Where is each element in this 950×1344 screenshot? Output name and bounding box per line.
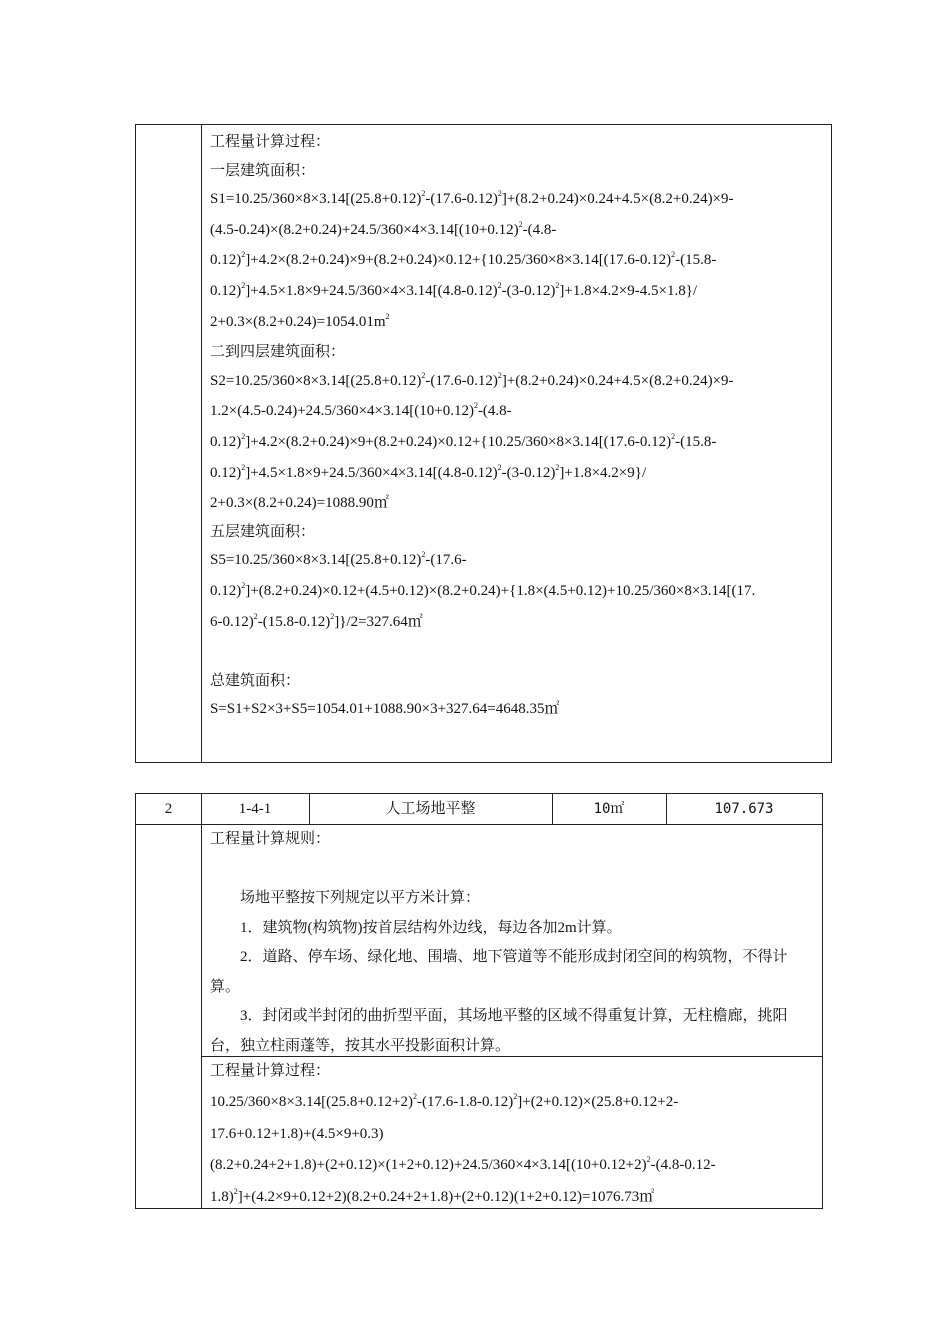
item-unit: 10㎡ bbox=[593, 801, 625, 817]
column-divider bbox=[201, 125, 202, 762]
proc-heading: 工程量计算过程： bbox=[210, 1063, 331, 1079]
calc-process-cell-2 bbox=[210, 1056, 816, 1215]
calc-table-2 bbox=[135, 793, 823, 1209]
floor2-4-label: 二到四层建筑面积： bbox=[210, 344, 346, 361]
formula-line: $0.12)^2]+4.5\times 1.8\times 9+24.5/360\times 4\times 3.14[(4.8-0.12)^2-(3-0.12)^2]+1.8\times 4.2\times 9\}/$ bbox=[210, 462, 647, 481]
formula-line: 1.8)$^2$]+(4.2×9+0.12+2)(8.2+0.24+2+1.8)+(2+0.12)(1+2+0.12)=1076.73㎡ bbox=[210, 1187, 655, 1206]
formula-line: $1.2\times(4.5-0.24)+24.5/360\times 4\times 3.14[(10+0.12)^2-(4.8-$ bbox=[210, 401, 512, 420]
rules-heading: 工程量计算规则： bbox=[210, 831, 331, 847]
floor5-label: 五层建筑面积： bbox=[210, 523, 316, 540]
formula-line: $(4.5-0.24)\times(8.2+0.24)+24.5/360\times 4\times 3.14[(10+0.12)^2-(4.8-$ bbox=[210, 219, 557, 238]
total-label: 总建筑面积： bbox=[210, 672, 301, 689]
rule-2: 2．道路、停车场、绿化地、围墙、地下管道等不能形成封闭空间的构筑物，不得计算。 bbox=[210, 949, 788, 995]
rule-1: 1．建筑物(构筑物)按首层结构外边线，每边各加2m计算。 bbox=[240, 919, 622, 936]
s1-formula bbox=[210, 185, 825, 338]
formula-line: $0.12)^2]+4.5\times 1.8\times 9+24.5/360\times 4\times 3.14[(4.8-0.12)^2-(3-0.12)^2]+1.8\times 4.2\times 9-4.5\times 1.8\}/$ bbox=[210, 280, 698, 299]
formula-line: $(8.2+0.24+2+1.8)+(2+0.12)\times(1+2+0.12)+24.5/360\times 4\times 3.14[(10+0.12+2)^2-(4.8-0.12-$ bbox=[210, 1154, 716, 1173]
formula-line: $2+0.3\times(8.2+0.24)=1054.01m^2$ bbox=[210, 311, 390, 330]
rule-3: 3．封闭或半封闭的曲折型平面，其场地平整的区域不得重复计算，无柱檐廊，挑阳台，独立柱雨蓬等，按其水平投影面积计算。 bbox=[210, 1008, 788, 1054]
formula-line: $S5=10.25/360\times 8\times 3.14[(25.8+0.12)^2-(17.6-$ bbox=[210, 550, 467, 569]
formula-line: $10.25/360\times 8\times 3.14[(25.8+0.12+2)^2-(17.6-1.8-0.12)^2]+(2+0.12)\times(25.8+0.12+2-$ bbox=[210, 1091, 679, 1110]
floor1-label: 一层建筑面积： bbox=[210, 162, 316, 179]
calc-heading: 工程量计算过程： bbox=[210, 134, 331, 150]
item-code: 1-4-1 bbox=[238, 801, 272, 817]
rule-intro: 场地平整按下列规定以平方米计算： bbox=[240, 890, 481, 906]
formula-line: $0.12)^2]+4.2\times(8.2+0.24)\times 9+(8.2+0.24)\times 0.12+\{10.25/360\times 8\times 3.14[(17.6-0.12)^2-(15.8-$ bbox=[210, 431, 717, 450]
formula-line: $6-0.12)^2-(15.8-0.12)^2]\}/2=327.64㎡$ bbox=[210, 611, 423, 630]
proc-formula bbox=[210, 1087, 816, 1215]
s2-formula bbox=[210, 367, 825, 518]
formula-line: 0.12)$^2$]+(8.2+0.24)×0.12+(4.5+0.12)×(8.2+0.24)+{1.8×(4.5+0.12)+10.25/360×8×3.14[(17. bbox=[210, 580, 756, 599]
item-number: 2 bbox=[164, 801, 173, 817]
s5-formula bbox=[210, 546, 825, 638]
item-quantity: 107.673 bbox=[714, 801, 774, 817]
calc-rules-cell bbox=[210, 825, 792, 1061]
formula-line: 2+0.3×(8.2+0.24)=1088.90㎡ bbox=[210, 495, 389, 512]
calc-table-1 bbox=[135, 124, 832, 763]
formula-line: $S2=10.25/360\times 8\times 3.14[(25.8+0.12)^2-(17.6-0.12)^2]+(8.2+0.24)\times 0.24+4.5\times(8.2+0.24)\times 9-$ bbox=[210, 370, 734, 389]
formula-line: 17.6+0.12+1.8)+(4.5×9+0.3) bbox=[210, 1126, 384, 1143]
calc-process-cell bbox=[210, 128, 825, 724]
column-divider bbox=[201, 824, 202, 1208]
formula-line: $S1=10.25/360\times 8\times 3.14[(25.8+0.12)^2-(17.6-0.12)^2]+(8.2+0.24)\times 0.24+4.5\times(8.2+0.24)\times 9-$ bbox=[210, 189, 734, 208]
total-formula: S=S1+S2×3+S5=1054.01+1088.90×3+327.64=4648.35㎡ bbox=[210, 701, 560, 718]
item-name: 人工场地平整 bbox=[385, 801, 476, 817]
formula-line: $0.12)^2]+4.2\times(8.2+0.24)\times 9+(8.2+0.24)\times 0.12+\{10.25/360\times 8\times 3.14[(17.6-0.12)^2-(15.8-$ bbox=[210, 250, 717, 269]
item-header-row bbox=[136, 794, 822, 825]
